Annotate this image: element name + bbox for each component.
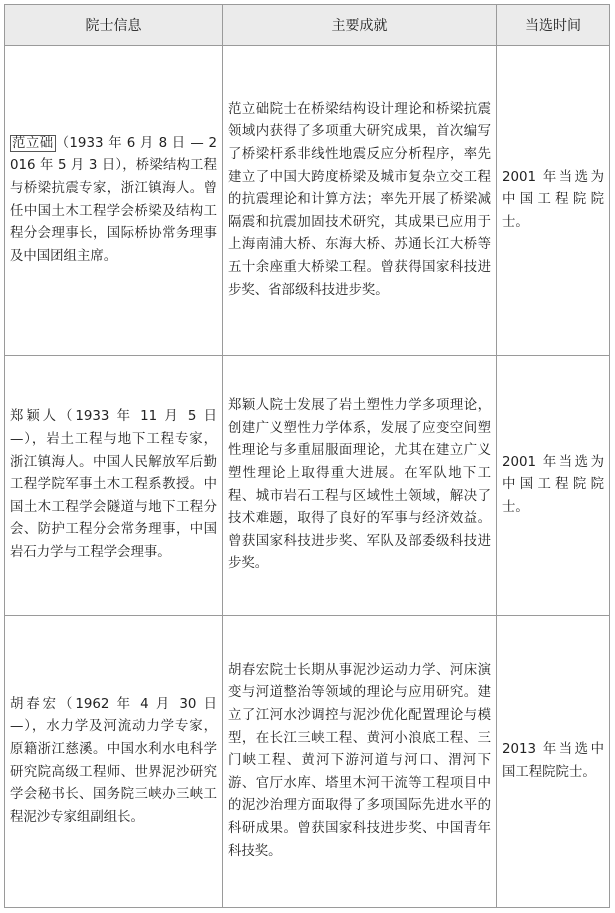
academician-info: （1933 年 11 月 5 日 —），岩土工程与地下工程专家，浙江镇海人。中国人民解放军后勤工程学院军事土木工程系教授。中国土木工程学会隧道与地下工程分会、防护工程分会常务理事，中国岩石力学与工程学会理事。 <box>10 409 218 560</box>
header-elected: 当选时间 <box>497 5 610 46</box>
academician-name: 范立础 <box>12 135 54 151</box>
achievement-cell: 胡春宏院士长期从事泥沙运动力学、河床演变与河道整治等领域的理论与应用研究。建立了江河水沙调控与泥沙优化配置理论与模型，在长江三峡工程、黄河小浪底工程、三门峡工程、黄河下游河道与河口、渭河下游、官厅水库、塔里木河干流等工程项目中的泥沙治理方面取得了多项国际先进水平的科研成果。曾获国家科技进步奖、中国青年科技奖。 <box>223 616 497 908</box>
academician-name: 胡春宏 <box>10 696 59 712</box>
header-info: 院士信息 <box>5 5 223 46</box>
table-row <box>5 356 610 616</box>
header-achievement: 主要成就 <box>223 5 497 46</box>
elected-cell: 2001 年当选为中国工程院院士。 <box>497 356 610 616</box>
table-header-row <box>5 5 610 46</box>
info-cell <box>5 46 223 356</box>
achievement-cell: 郑颖人院士发展了岩土塑性力学多项理论，创建广义塑性力学体系，发展了应变空间塑性理论与多重屈服面理论，尤其在建立广义塑性理论上取得重大进展。在军队地下工程、城市岩石工程与区域性土领域，解决了技术难题，取得了良好的军事与经济效益。曾获国家科技进步奖、军队及部委级科技进步奖。 <box>223 356 497 616</box>
academician-info: （1933 年 6 月 8 日 — 2016 年 5 月 3 日），桥梁结构工程与桥梁抗震专家，浙江镇海人。曾任中国土木工程学会桥梁及结构工程分会理事长，国际桥协常务理事及中国团组主席。 <box>10 135 218 264</box>
info-cell <box>5 616 223 908</box>
achievement-cell: 范立础院士在桥梁结构设计理论和桥梁抗震领域内获得了多项重大研究成果，首次编写了桥梁杆系非线性地震反应分析程序，率先建立了中国大跨度桥梁及城市复杂立交工程的抗震理论和计算方法；率先开展了桥梁减隔震和抗震加固技术研究，其成果已应用于上海南浦大桥、东海大桥、苏通长江大桥等五十余座重大桥梁工程。曾获得国家科技进步奖、省部级科技进步奖。 <box>223 46 497 356</box>
info-cell <box>5 356 223 616</box>
elected-cell: 2001 年当选为中国工程院院士。 <box>497 46 610 356</box>
academician-name: 郑颖人 <box>10 409 59 425</box>
academician-info: （1962 年 4 月 30 日 —），水力学及河流动力学专家，原籍浙江慈溪。中国水利水电科学研究院高级工程师、世界泥沙研究学会秘书长、国务院三峡办三峡工程泥沙专家组副组长。 <box>10 696 218 825</box>
elected-cell: 2013 年当选中国工程院院士。 <box>497 616 610 908</box>
table-row <box>5 46 610 356</box>
table-row <box>5 616 610 908</box>
academician-table <box>4 4 610 908</box>
